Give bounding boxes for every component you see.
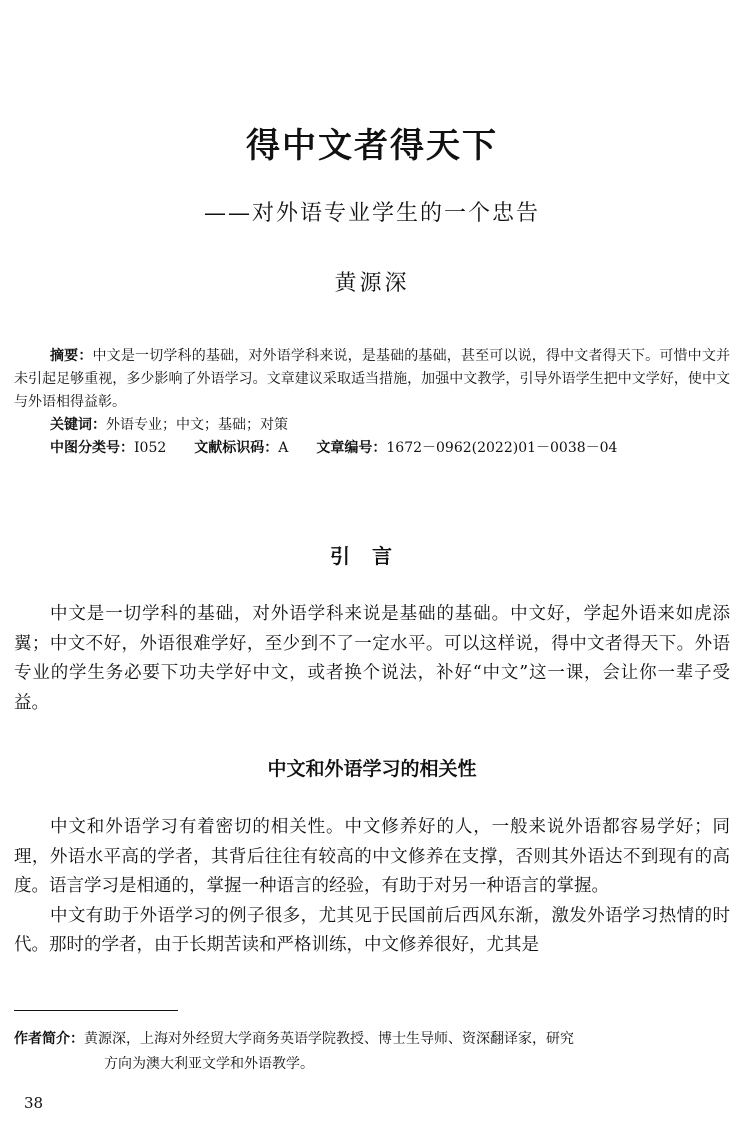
clc-label: 中图分类号： xyxy=(50,440,134,456)
article-subtitle: ——对外语专业学生的一个忠告 xyxy=(203,201,540,226)
doc-code-value: A xyxy=(278,440,289,456)
abstract-label: 摘要： xyxy=(50,348,93,364)
section-heading-introduction xyxy=(0,540,744,569)
correlation-paragraph-2: 中文有助于外语学习的例子很多，尤其见于民国前后西风东渐，激发外语学习热情的时代。那时的学者，由于长期苦读和严格训练，中文修养很好，尤其是 xyxy=(14,905,730,955)
footnote-label: 作者简介： xyxy=(14,1031,84,1047)
clc-value: I052 xyxy=(134,440,167,456)
abstract-text: 中文是一切学科的基础，对外语学科来说，是基础的基础，甚至可以说，得中文者得天下。可惜中文并未引起足够重视，多少影响了外语学习。文章建议采取适当措施，加强中文教学，引导外语学生把中文学好，使中文与外语相得益彰。 xyxy=(14,348,731,410)
article-no-label: 文章编号： xyxy=(316,440,387,456)
keywords-text: 外语专业；中文；基础；对策 xyxy=(106,417,288,433)
intro-paragraph: 中文是一切学科的基础，对外语学科来说是基础的基础。中文好，学起外语来如虎添翼；中文不好，外语很难学好，至少到不了一定水平。可以这样说，得中文者得天下。外语专业的学生务必要下功夫学好中文，或者换个说法，补好“中文”这一课，会让你一辈子受益。 xyxy=(14,604,730,713)
doc-code-label: 文献标识码： xyxy=(194,440,279,456)
author-name: 黄源深 xyxy=(334,271,410,296)
footnote-divider xyxy=(14,1010,178,1011)
correlation-body xyxy=(14,813,730,961)
page-number: 38 xyxy=(24,1094,44,1112)
footnote-line-1 xyxy=(14,1027,730,1052)
keywords-label: 关键词： xyxy=(50,417,106,433)
footnote-text-1: 黄源深，上海对外经贸大学商务英语学院教授、博士生导师、资深翻译家，研究 xyxy=(84,1031,574,1047)
keywords-line xyxy=(14,414,730,437)
section-heading-text: 引言 xyxy=(330,544,414,568)
footnote-text-2: 方向为澳大利亚文学和外语教学。 xyxy=(104,1056,314,1072)
author-footnote xyxy=(14,1027,730,1077)
correlation-paragraph-1: 中文和外语学习有着密切的相关性。中文修养好的人，一般来说外语都容易学好；同理，外语水平高的学者，其背后往往有较高的中文修养在支撑，否则其外语达不到现有的高度。语言学习是相通的，掌握一种语言的经验，有助于对另一种语言的掌握。 xyxy=(14,817,730,896)
article-no-value: 1672－0962(2022)01－0038－04 xyxy=(386,440,618,456)
classification-line xyxy=(14,437,730,460)
abstract-paragraph xyxy=(14,345,730,414)
abstract-block xyxy=(14,345,730,460)
article-title: 得中文者得天下 xyxy=(246,126,498,166)
section-heading-correlation: 中文和外语学习的相关性 xyxy=(267,758,477,780)
